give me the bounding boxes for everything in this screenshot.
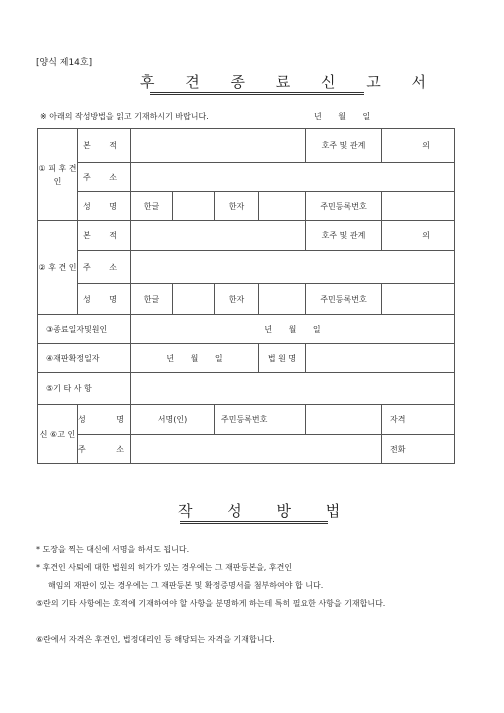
reporter-qualification-field[interactable]	[382, 405, 455, 435]
guardian-relation-suffix: 의	[422, 231, 430, 240]
guardian-address-row	[38, 251, 455, 284]
court-label: 법 원 명	[259, 344, 306, 373]
guardian-domicile-field[interactable]	[131, 221, 306, 251]
ward-head-relation-label: 호주 및 관계	[306, 129, 382, 163]
ward-korean-label: 한글	[131, 192, 173, 221]
guardian-address-label: 주 소	[78, 251, 131, 284]
form-title: 후 견 종 료 신 고 서	[140, 73, 440, 91]
instruction-item-2: * 후견인 사퇴에 대한 법원의 허가가 있는 경우에는 그 재판등본을, 후견인	[36, 563, 293, 572]
instruction-item-1: * 도장을 찍는 대신에 서명을 하셔도 됩니다.	[36, 545, 190, 554]
guardian-section-label: ② 후 견 인	[38, 221, 78, 315]
reporter-section-label: 신 ⑥고 인	[38, 405, 78, 464]
ward-korean-field[interactable]	[173, 192, 215, 221]
guardian-korean-label: 한글	[131, 284, 173, 315]
title-underline-second	[150, 94, 364, 95]
guardian-resident-no-label: 주민등록번호	[306, 284, 382, 315]
ward-name-label: 성 명	[78, 192, 131, 221]
ward-domicile-label: 본 적	[78, 129, 131, 163]
guardian-domicile-label: 본 적	[78, 221, 131, 251]
reporter-name-row	[38, 405, 455, 435]
instruction-item-4: ⑤란의 기타 사항에는 호적에 기재하여야 할 사항을 분명하게 하는데 특히 필요한 사항을 기재합니다.	[36, 599, 386, 608]
termination-label: ③종료일자및원인	[38, 315, 131, 344]
other-row	[38, 373, 455, 405]
other-label: ⑤기 타 사 항	[38, 373, 131, 405]
guardian-korean-field[interactable]	[173, 284, 215, 315]
reporter-resident-no-field[interactable]	[306, 405, 382, 435]
instructions-underline	[180, 521, 328, 522]
title-underline	[150, 92, 364, 93]
judgment-row	[38, 344, 455, 373]
guardian-head-relation-field[interactable]	[382, 221, 455, 251]
ward-relation-suffix: 의	[422, 141, 430, 150]
reporter-phone-field[interactable]	[382, 435, 455, 464]
ward-resident-no-label: 주민등록번호	[306, 192, 382, 221]
guardian-name-label: 성 명	[78, 284, 131, 315]
ward-hanja-field[interactable]	[259, 192, 306, 221]
termination-date-field[interactable]: 년 월 일	[131, 315, 455, 344]
ward-resident-no-field[interactable]	[382, 192, 455, 221]
notice-text: ※ 아래의 작성방법을 읽고 기재하시기 바랍니다.	[40, 112, 209, 121]
guardian-hanja-field[interactable]	[259, 284, 306, 315]
guardian-domicile-row	[38, 221, 455, 251]
reporter-address-field[interactable]	[131, 435, 382, 464]
instruction-item-3: 해임의 재판이 있는 경우에는 그 재판등본 및 확정증명서를 첨부하여야 합 니다.	[48, 581, 324, 590]
ward-name-row	[38, 192, 455, 221]
reporter-qualification-label: 자격	[390, 415, 406, 424]
guardian-address-field[interactable]	[131, 251, 455, 284]
instructions-underline-second	[180, 523, 328, 524]
guardian-head-relation-label: 호주 및 관계	[306, 221, 382, 251]
ward-domicile-row	[38, 129, 455, 163]
instruction-item-5: ⑥란에서 자격은 후견인, 법정대리인 등 해당되는 자격을 기재합니다.	[36, 635, 275, 644]
form-number: [양식 제14호]	[36, 58, 93, 68]
reporter-resident-no-label: 주민등록번호	[215, 405, 306, 435]
reporter-address-label: 주 소	[78, 435, 131, 464]
guardian-hanja-label: 한자	[215, 284, 259, 315]
ward-address-row	[38, 163, 455, 192]
ward-head-relation-field[interactable]	[382, 129, 455, 163]
ward-address-field[interactable]	[131, 163, 455, 192]
ward-domicile-field[interactable]	[131, 129, 306, 163]
instructions-title: 작 성 방 법	[178, 502, 341, 520]
court-field[interactable]	[306, 344, 455, 373]
guardian-resident-no-field[interactable]	[382, 284, 455, 315]
ward-address-label: 주 소	[78, 163, 131, 192]
other-field[interactable]	[131, 373, 455, 405]
report-date: 년 월 일	[314, 112, 371, 121]
reporter-name-label: 성 명	[78, 405, 131, 435]
ward-section-label: ① 피 후 견 인	[38, 129, 78, 221]
ward-hanja-label: 한자	[215, 192, 259, 221]
report-form-table	[37, 128, 455, 464]
reporter-phone-label: 전화	[390, 444, 406, 454]
judgment-label: ④재판확정일자	[38, 344, 131, 373]
judgment-date-field[interactable]: 년 월 일	[131, 344, 259, 373]
guardian-name-row	[38, 284, 455, 315]
reporter-signature-field[interactable]: 서명(인)	[131, 405, 215, 435]
termination-row	[38, 315, 455, 344]
reporter-address-row	[38, 435, 455, 464]
